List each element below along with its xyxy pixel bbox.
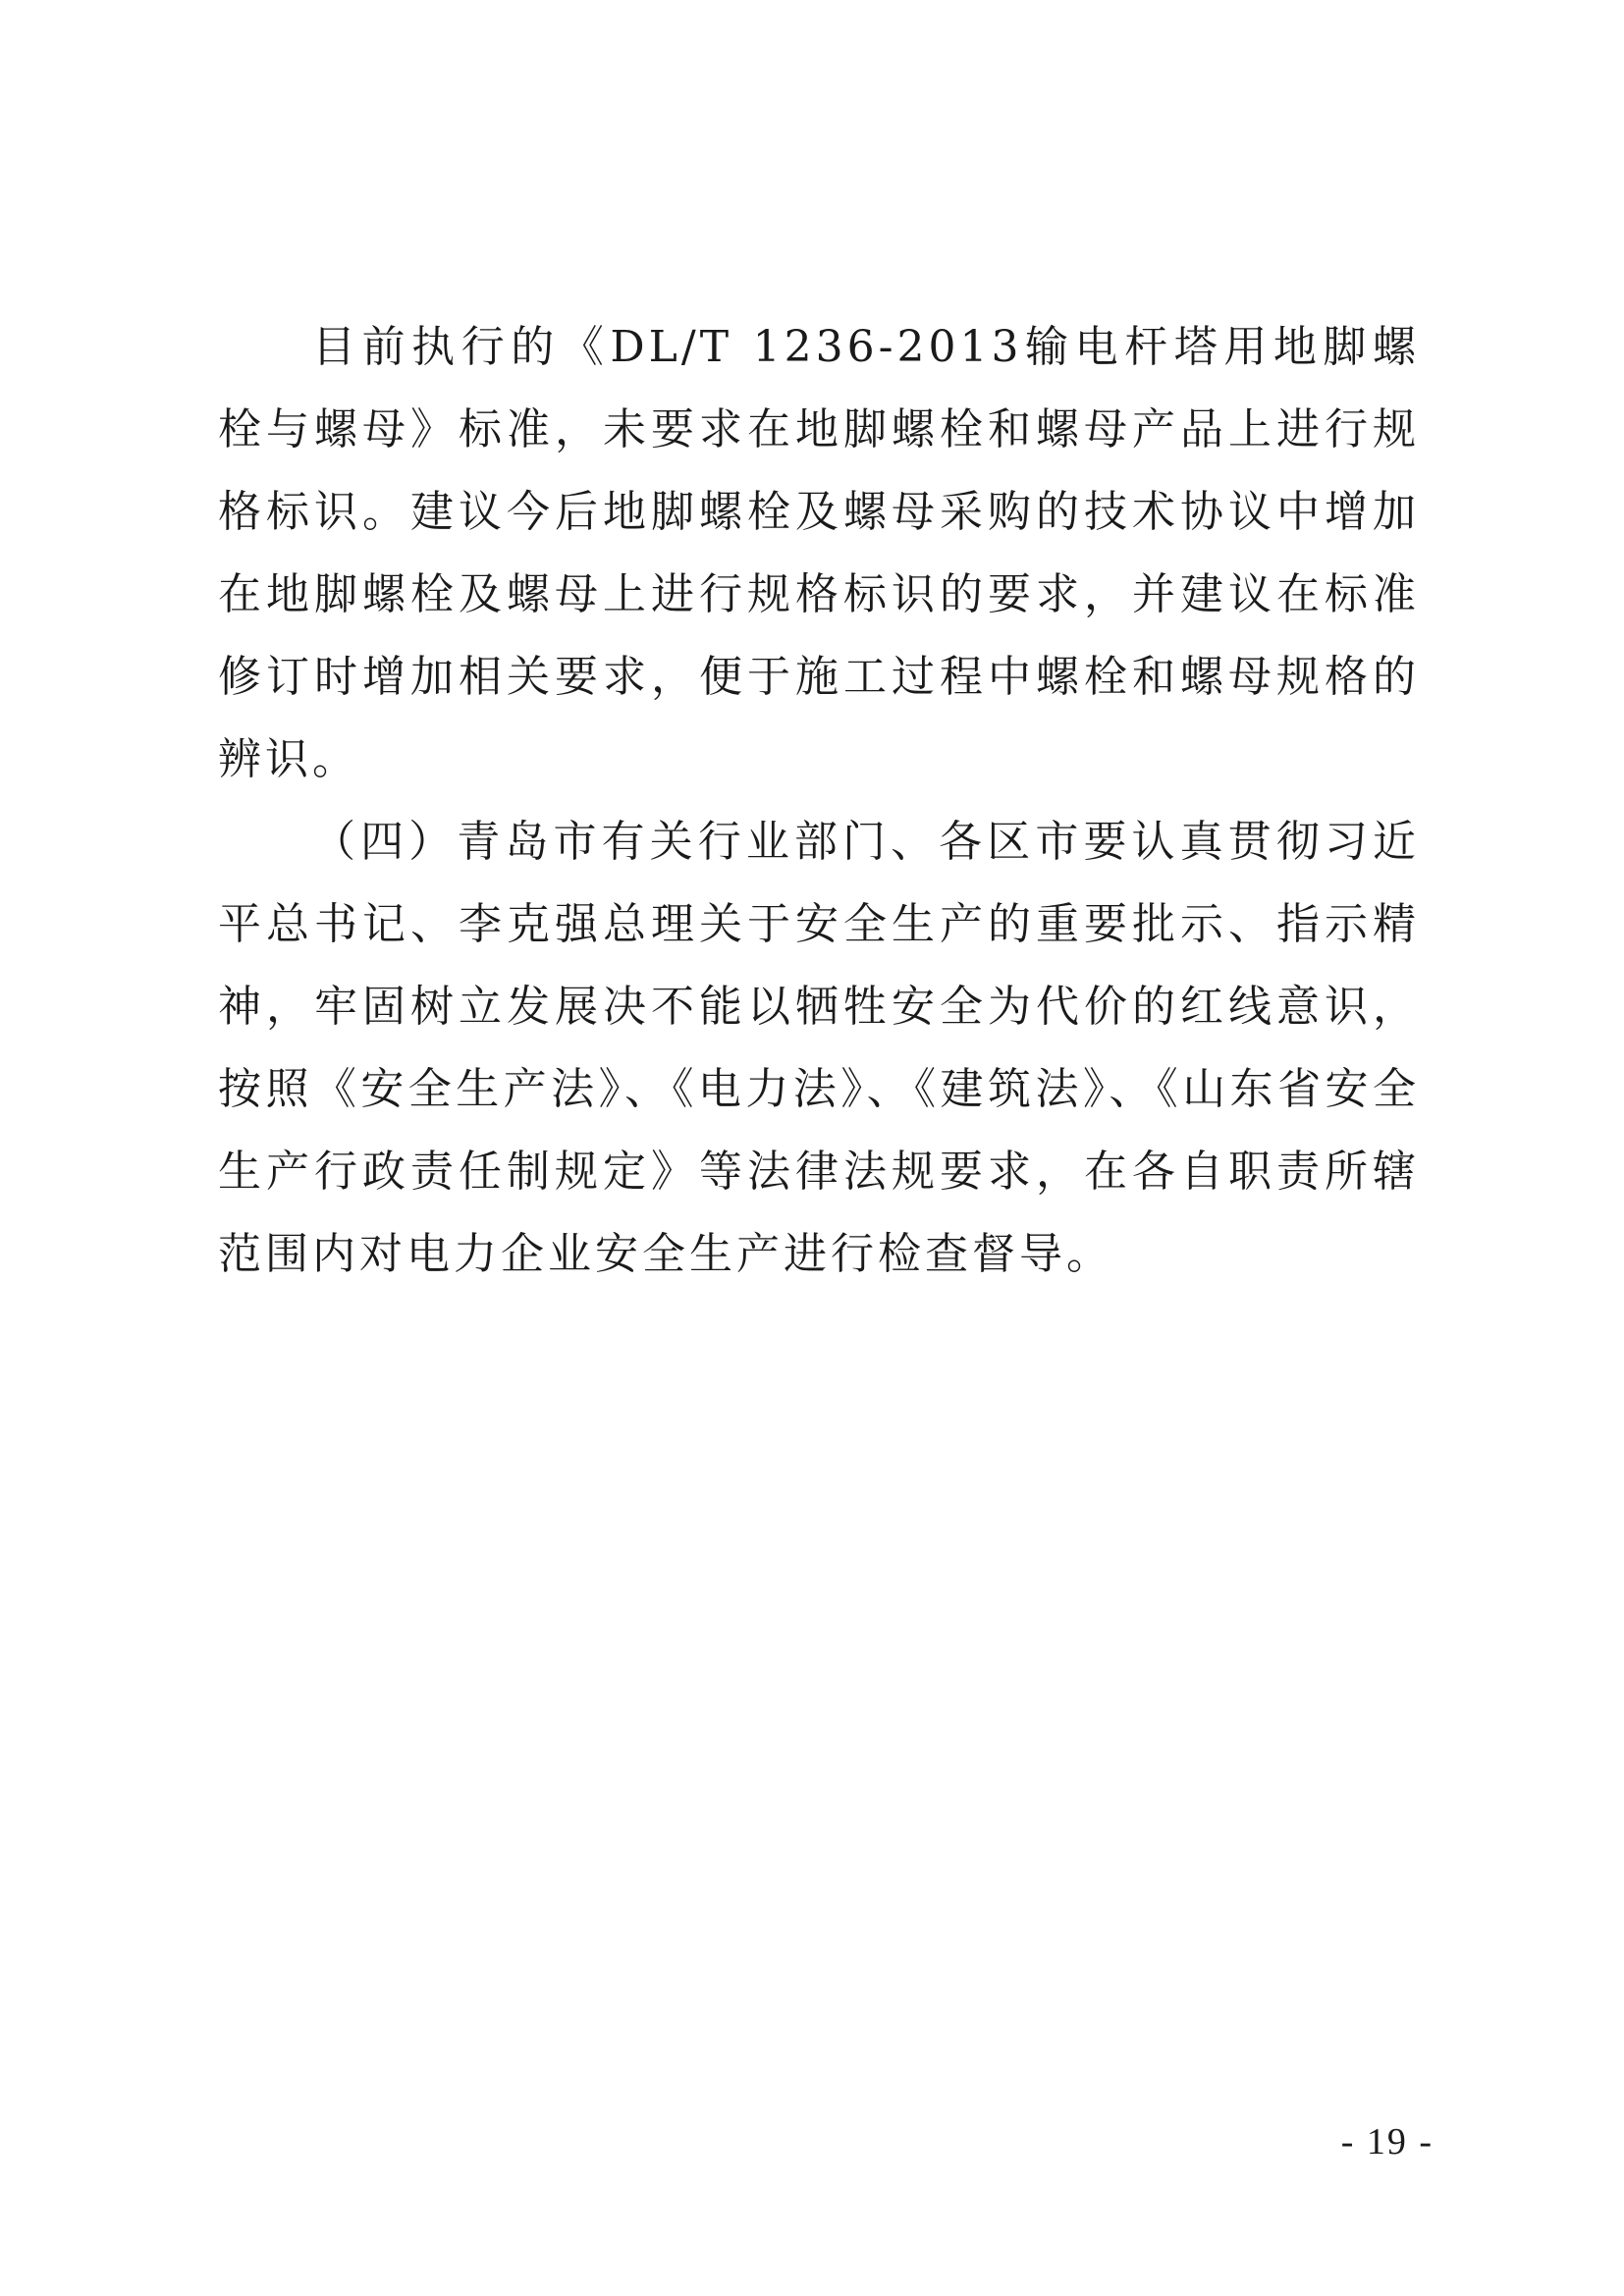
paragraph-qingdao-supervision: （四）青岛市有关行业部门、各区市要认真贯彻习近平总书记、李克强总理关于安全生产的重要批示、指示精神，牢固树立发展决不能以牺牲安全为代价的红线意识，按照《安全生产法》、《电力法》、《建筑法》、《山东省安全生产行政责任制规定》等法律法规要求，在各自职责所辖范围内对电力企业安全生产进行检查督导。	[218, 817, 1420, 1279]
body-text	[218, 306, 1420, 1296]
paragraph-bolt-marking-recommendation: 目前执行的《DL/T 1236-2013输电杆塔用地脚螺栓与螺母》标准，未要求在地脚螺栓和螺母产品上进行规格标识。建议今后地脚螺栓及螺母采购的技术协议中增加在地脚螺栓及螺母上进行规格标识的要求，并建议在标准修订时增加相关要求，便于施工过程中螺栓和螺母规格的辨识。	[218, 322, 1420, 784]
page-number: - 19 -	[1340, 2121, 1434, 2163]
